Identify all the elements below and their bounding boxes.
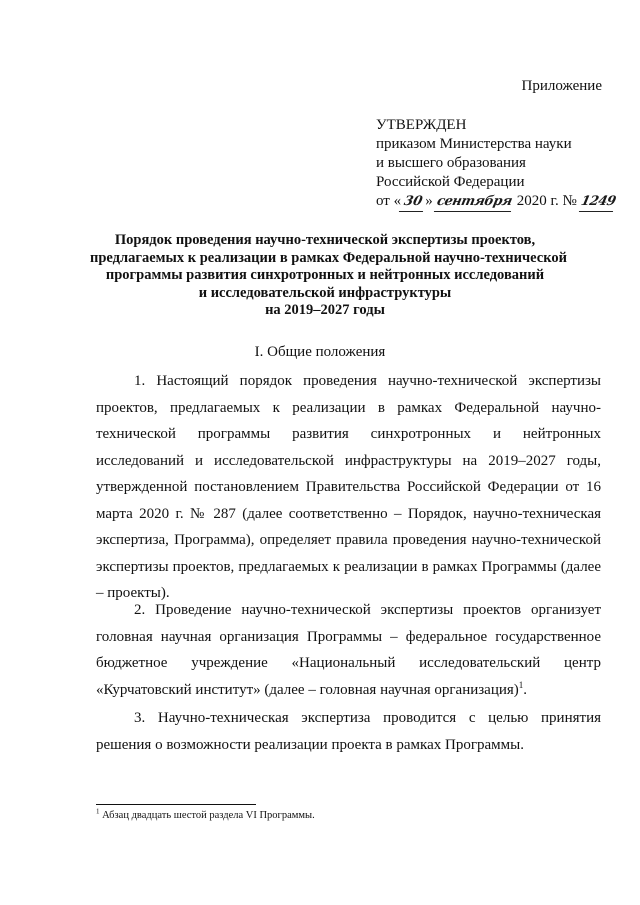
title-line-4: и исследовательской инфраструктуры [198,284,452,301]
approved-line-1: приказом Министерства науки [376,136,572,152]
date-prefix: от « [376,193,402,209]
appendix-label: Приложение [521,78,602,94]
approved-line-2: и высшего образования [376,155,526,171]
handwritten-day: 30 [399,192,427,212]
paragraph-2 [96,597,601,703]
section-heading: I. Общие положения [254,344,386,360]
title-line-3: программы развития синхротронных и нейтронных исследований [105,267,545,283]
title-line-1: Порядок проведения научно-технической экспертизы проектов, [114,232,536,248]
handwritten-month: сентября [434,192,515,212]
approved-line-3: Российской Федерации [376,174,525,190]
paragraph-3-text: 3. Научно-техническая экспертиза проводится с целью принятия решения о возможности реализации проекта в рамках Программы. [96,710,601,753]
date-mid: » [425,193,433,209]
footnote-mark: 1 [96,807,100,816]
footnote-reference: 1 [518,679,524,690]
approved-title: УТВЕРЖДЕН [376,117,467,133]
approval-block [376,116,616,212]
paragraph-1 [96,368,601,607]
paragraph-2-body: 2. Проведение научно-технической экспертизы проектов организует головная научная организация Программы – федеральное государственное бюджетное учреждение «Национальный исследовательский центр «Курчатовский институт» (далее – головная научная организация) [96,602,601,698]
footnote-divider [96,804,256,805]
title-line-5: на 2019–2027 годы [265,302,385,318]
handwritten-order-number: 1249 [578,192,616,212]
footnote-text: Абзац двадцать шестой раздела VI Программы. [99,810,315,821]
paragraph-3 [96,705,601,758]
paragraph-1-text: 1. Настоящий порядок проведения научно-технической экспертизы проектов, предлагаемых к реализации в рамках Федеральной научно-технической программы развития синхротронных и нейтронных исследований и исследовательской инфраструктуры на 2019–2027 годы, утвержденной постановлением Правительства Российской Федерации от 16 марта 2020 г. № 287 (далее соответственно – Порядок, научно-техническая экспертиза, Программа), определяет правила проведения научно-технической экспертизы проектов, предлагаемых к реализации в рамках Программы (далее – проекты). [96,373,601,601]
document-title [90,232,567,320]
order-date-line [376,192,616,212]
footnote [96,807,315,821]
paragraph-2-end: . [523,681,528,698]
date-year: 2020 г. № [516,193,577,209]
title-line-2: предлагаемых к реализации в рамках Федеральной научно-технической [90,249,567,266]
paragraph-2-text [96,597,601,703]
